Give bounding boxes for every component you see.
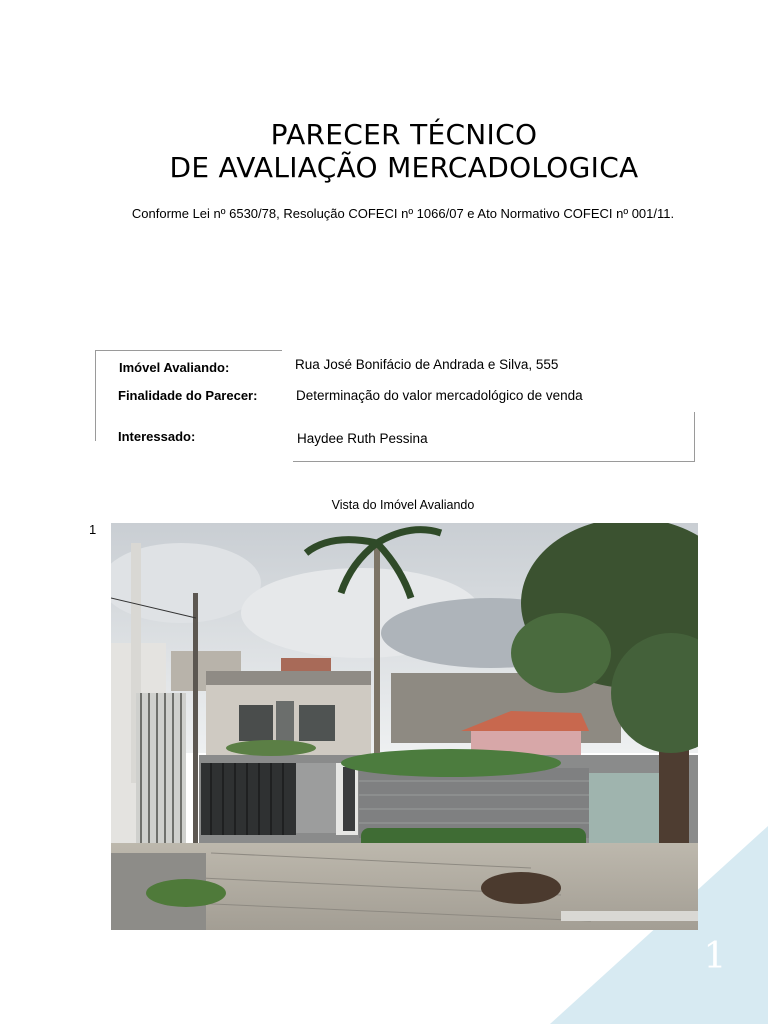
info-table bbox=[0, 0, 768, 480]
imovel-label: Imóvel Avaliando: bbox=[119, 360, 230, 375]
finalidade-value: Determinação do valor mercadológico de venda bbox=[296, 388, 583, 403]
rule bbox=[694, 412, 695, 462]
rule bbox=[95, 350, 282, 351]
rule bbox=[293, 461, 695, 462]
legal-reference: Conforme Lei nº 6530/78, Resolução COFECI nº 1066/07 e Ato Normativo COFECI nº 001/11. bbox=[131, 206, 675, 221]
rule bbox=[95, 350, 96, 441]
figure-caption: Vista do Imóvel Avaliando bbox=[331, 498, 475, 512]
property-photo bbox=[111, 523, 698, 930]
document-title-line1: PARECER TÉCNICO bbox=[270, 118, 538, 151]
interessado-value: Haydee Ruth Pessina bbox=[297, 431, 428, 446]
page-number: 1 bbox=[703, 936, 727, 977]
figure-number: 1 bbox=[89, 522, 97, 537]
document-title-line2: DE AVALIAÇÃO MERCADOLOGICA bbox=[169, 151, 639, 184]
interessado-label: Interessado: bbox=[118, 429, 196, 444]
finalidade-label: Finalidade do Parecer: bbox=[118, 388, 258, 403]
imovel-value: Rua José Bonifácio de Andrada e Silva, 555 bbox=[295, 357, 559, 372]
